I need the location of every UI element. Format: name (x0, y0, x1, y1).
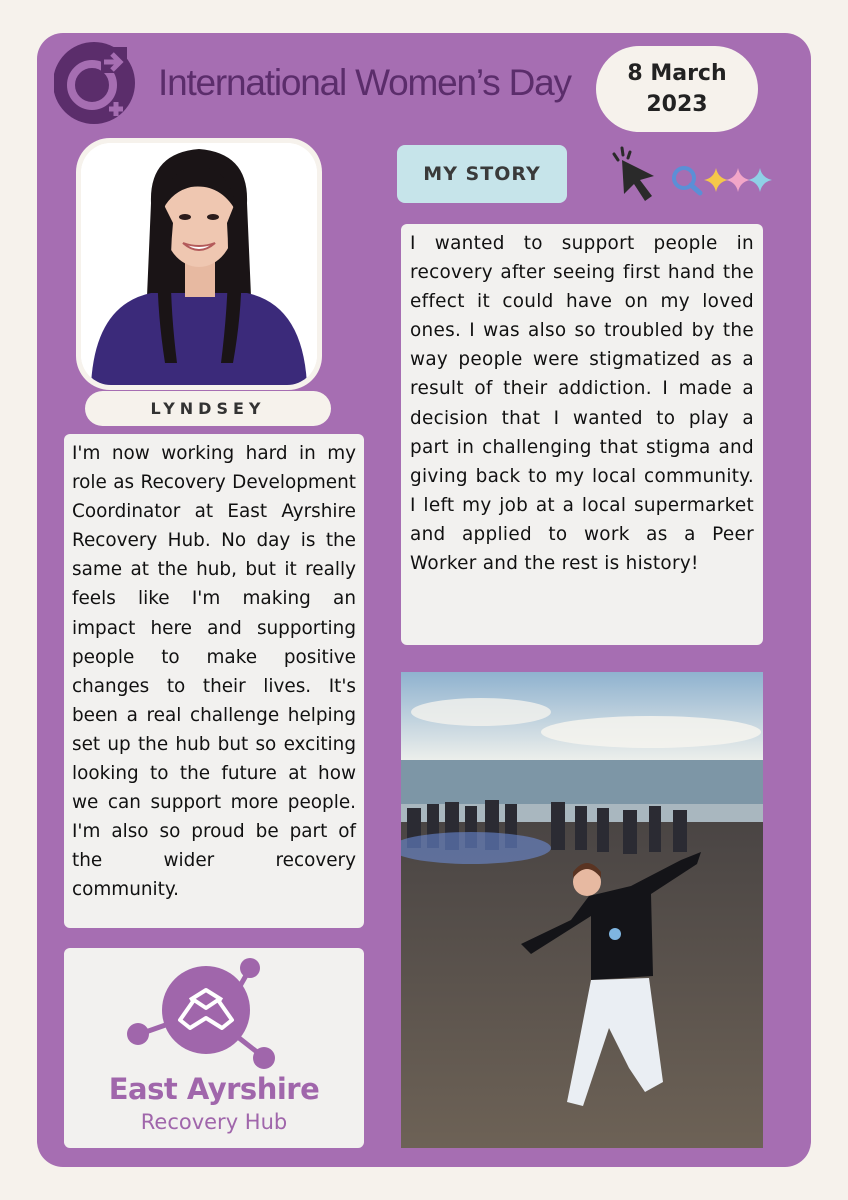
handshake-icon (122, 956, 282, 1070)
beach-photo (401, 672, 763, 1148)
organisation-subtitle: Recovery Hub (140, 1110, 288, 1134)
event-title: International Women’s Day (158, 62, 571, 103)
sparkle-icon (704, 168, 772, 192)
story-text-box (401, 224, 763, 645)
iwd-venus-logo-icon (54, 42, 136, 124)
organisation-name: East Ayrshire (108, 1072, 320, 1106)
role-text: I'm now working hard in my role as Recovery Development Coordinator at East Ayrshire Recovery Hub. No day is the same at the hub, but it really feels like I'm making an impact here and supporting people to make positive changes to their lives. It's been a real challenge helping set up the hub but so exciting looking to the future at how we can support more people. I'm also so proud be part of the wider recovery community. (72, 443, 356, 901)
cursor-click-icon (614, 148, 654, 201)
portrait-frame (76, 138, 322, 390)
my-story-tag: MY STORY (397, 145, 567, 203)
portrait-photo (81, 143, 317, 385)
date-year: 2023 (646, 92, 708, 117)
role-text-box (64, 434, 364, 928)
story-text: I wanted to support people in recovery after seeing first hand the effect it could have on my loved ones. I was also so troubled by the way people were stigmatized as a result of their addiction. I made a decision that I wanted to play a part in challenging that stigma and giving back to my local community. I left my job at a local supermarket and applied to work as a Peer Worker and the rest is history! (410, 233, 754, 575)
profile-name: LYNDSEY (85, 391, 331, 426)
organisation-logo (64, 948, 364, 1148)
date-badge (596, 46, 758, 132)
magnifier-icon (674, 168, 700, 193)
date-day-month: 8 March (627, 61, 727, 86)
decoration-icons (608, 146, 778, 208)
